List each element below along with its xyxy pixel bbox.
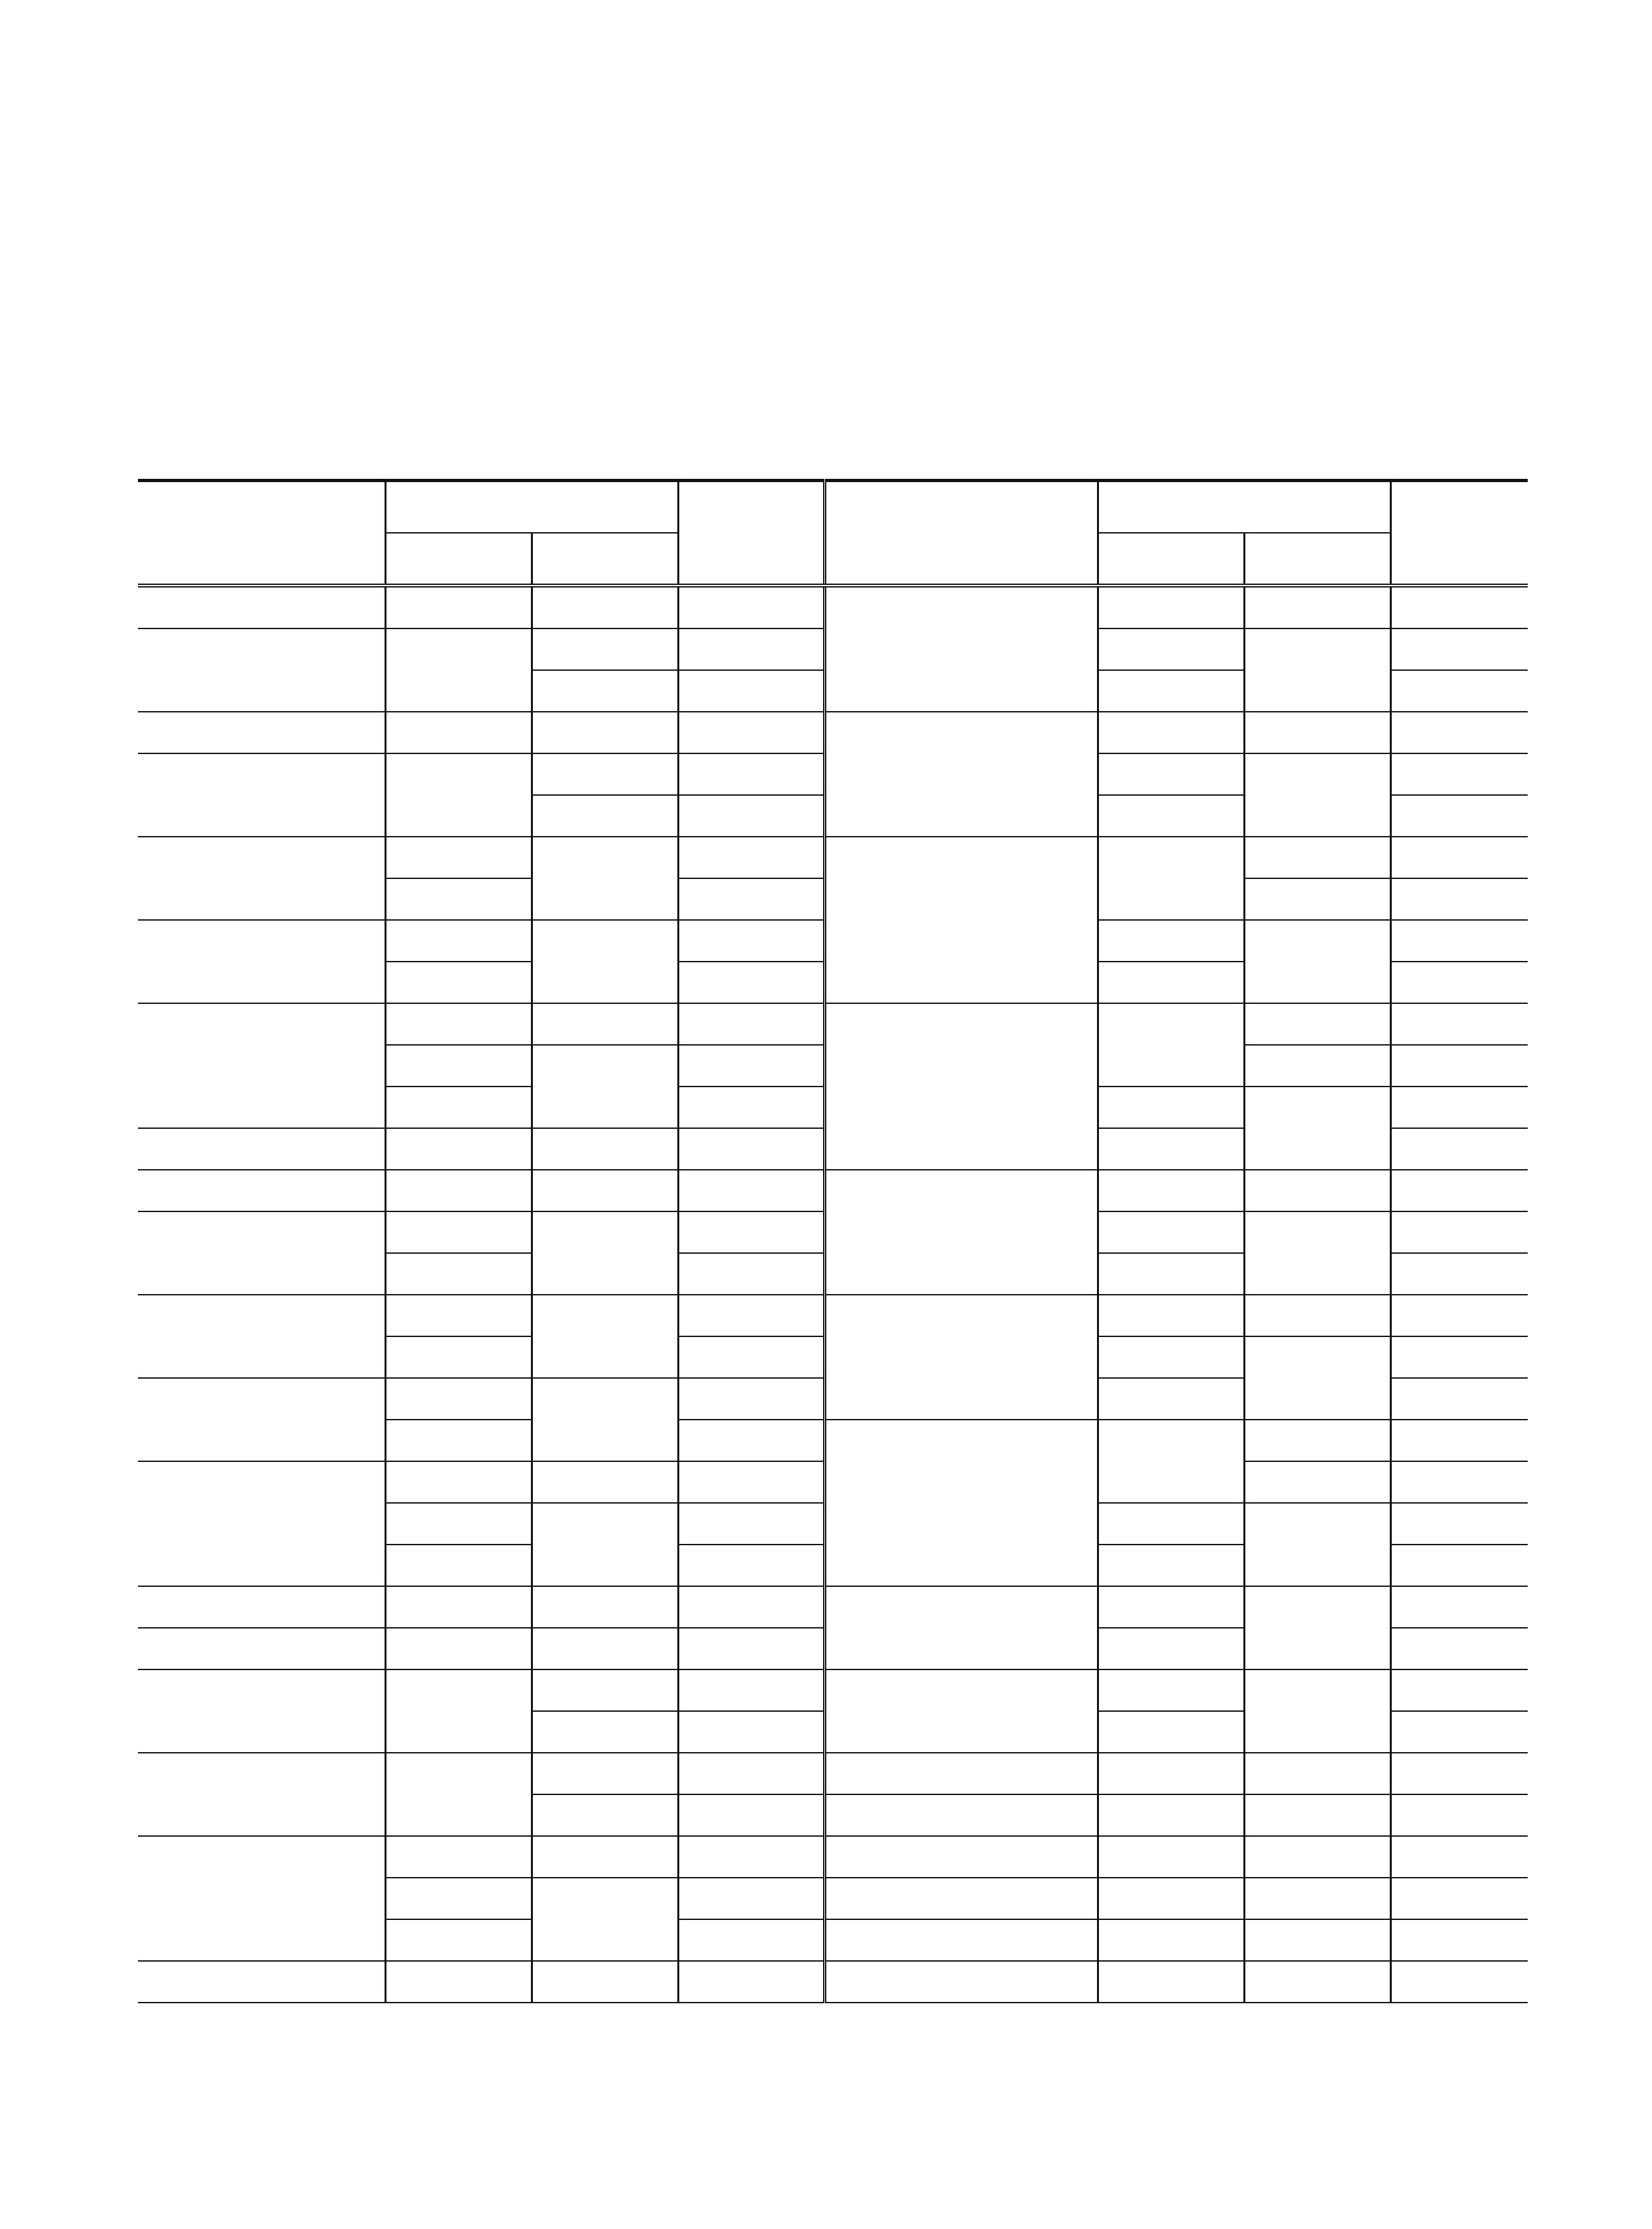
width-cell (532, 628, 678, 670)
qty-cell (678, 1420, 824, 1461)
width-cell (532, 1045, 678, 1128)
table-row (138, 1003, 1528, 1045)
height-cell (1098, 1087, 1244, 1128)
width-cell (1244, 1003, 1390, 1045)
mark-cell (824, 712, 1098, 837)
height-cell (385, 1836, 532, 1878)
table-row (138, 1295, 1528, 1336)
mark-cell (138, 1753, 385, 1836)
mark-cell (824, 1170, 1098, 1295)
qty-cell (1390, 1628, 1528, 1669)
qty-cell (678, 1336, 824, 1378)
qty-cell (1390, 1087, 1528, 1128)
qty-cell (1390, 586, 1528, 628)
height-cell (1098, 753, 1244, 795)
qty-cell (678, 670, 824, 712)
width-cell (1244, 1420, 1390, 1461)
qty-cell (678, 837, 824, 878)
height-cell (385, 586, 532, 628)
qty-cell (678, 1045, 824, 1087)
height-cell (385, 1628, 532, 1669)
width-cell (532, 1669, 678, 1711)
qty-cell (678, 1961, 824, 2003)
width-cell (1244, 1919, 1390, 1961)
height-cell (1098, 1003, 1244, 1087)
mark-cell (824, 1003, 1098, 1170)
height-cell (385, 962, 532, 1003)
qty-cell (678, 962, 824, 1003)
height-cell (1098, 1336, 1244, 1378)
qty-cell (678, 1211, 824, 1253)
qty-cell (678, 1253, 824, 1295)
height-cell (1098, 1545, 1244, 1586)
width-cell (532, 1211, 678, 1295)
qty-cell (678, 1919, 824, 1961)
qty-cell (1390, 1586, 1528, 1628)
mark-cell (824, 586, 1098, 712)
width-cell (1244, 1586, 1390, 1669)
qty-cell (678, 1128, 824, 1170)
qty-cell (678, 795, 824, 837)
qty-cell (1390, 1045, 1528, 1087)
table-row (138, 586, 1528, 628)
mark-cell (138, 753, 385, 837)
height-cell (385, 837, 532, 878)
width-cell (532, 920, 678, 1003)
width-cell (1244, 628, 1390, 712)
width-cell (1244, 1336, 1390, 1420)
mark-cell (138, 1628, 385, 1669)
height-cell (385, 1378, 532, 1420)
mark-cell (138, 1586, 385, 1628)
height-cell (385, 1045, 532, 1087)
height-cell (385, 1961, 532, 2003)
height-cell (385, 1253, 532, 1295)
col-qty-right (1390, 481, 1528, 586)
height-cell (385, 1669, 532, 1753)
height-cell (385, 628, 532, 712)
mark-cell (824, 1295, 1098, 1420)
width-cell (1244, 586, 1390, 628)
qty-cell (1390, 1420, 1528, 1461)
qty-cell (678, 1711, 824, 1753)
width-cell (1244, 1170, 1390, 1211)
qty-cell (678, 1753, 824, 1794)
qty-cell (1390, 1211, 1528, 1253)
height-cell (385, 1545, 532, 1586)
width-cell (1244, 1669, 1390, 1753)
mark-cell (824, 1794, 1098, 1836)
qty-cell (1390, 1461, 1528, 1503)
col-mark-right (824, 481, 1098, 586)
height-cell (1098, 1836, 1244, 1878)
col-width-right (1244, 533, 1390, 586)
width-cell (1244, 1461, 1390, 1503)
col-sizes-left (385, 481, 678, 534)
qty-cell (678, 1003, 824, 1045)
width-cell (532, 712, 678, 753)
qty-cell (1390, 1295, 1528, 1336)
qty-cell (678, 1295, 824, 1336)
qty-cell (678, 628, 824, 670)
qty-cell (1390, 1336, 1528, 1378)
mark-cell (824, 1878, 1098, 1919)
mark-cell (138, 1211, 385, 1295)
qty-cell (1390, 1378, 1528, 1420)
qty-cell (1390, 1711, 1528, 1753)
qty-cell (1390, 1794, 1528, 1836)
mark-cell (138, 1461, 385, 1586)
width-cell (532, 1628, 678, 1669)
qty-cell (1390, 1253, 1528, 1295)
width-cell (1244, 1836, 1390, 1878)
qty-cell (678, 1170, 824, 1211)
width-cell (1244, 1503, 1390, 1586)
width-cell (1244, 1211, 1390, 1295)
height-cell (385, 1295, 532, 1336)
width-cell (1244, 1087, 1390, 1170)
qty-cell (1390, 1003, 1528, 1045)
mark-cell (138, 920, 385, 1003)
height-cell (1098, 1628, 1244, 1669)
width-cell (532, 1586, 678, 1628)
height-cell (1098, 670, 1244, 712)
width-cell (1244, 878, 1390, 920)
height-cell (1098, 1128, 1244, 1170)
height-cell (1098, 1794, 1244, 1836)
height-cell (1098, 920, 1244, 962)
height-cell (1098, 1919, 1244, 1961)
table-row (138, 837, 1528, 878)
qty-cell (678, 1878, 824, 1919)
mark-cell (824, 1836, 1098, 1878)
table-row (138, 712, 1528, 753)
table-row (138, 1586, 1528, 1628)
width-cell (532, 1711, 678, 1753)
mark-cell (824, 1586, 1098, 1669)
mark-cell (824, 1753, 1098, 1794)
col-height-right (1098, 533, 1244, 586)
height-cell (385, 1919, 532, 1961)
height-cell (385, 1420, 532, 1461)
height-cell (1098, 586, 1244, 628)
height-cell (385, 1461, 532, 1503)
width-cell (1244, 1878, 1390, 1919)
width-cell (1244, 920, 1390, 1003)
width-cell (532, 837, 678, 920)
mark-cell (138, 1003, 385, 1128)
qty-cell (678, 1087, 824, 1128)
width-cell (1244, 1045, 1390, 1087)
col-width-left (532, 533, 678, 586)
qty-cell (678, 1378, 824, 1420)
qty-cell (678, 1461, 824, 1503)
height-cell (385, 1170, 532, 1211)
width-cell (532, 1003, 678, 1045)
qty-cell (1390, 1961, 1528, 2003)
qty-cell (678, 1628, 824, 1669)
height-cell (385, 1003, 532, 1045)
mark-cell (824, 1420, 1098, 1586)
height-cell (385, 753, 532, 837)
height-cell (385, 1128, 532, 1170)
table-head (138, 481, 1528, 586)
mark-cell (138, 1378, 385, 1461)
height-cell (385, 1211, 532, 1253)
mark-cell (138, 1961, 385, 2003)
width-cell (1244, 1295, 1390, 1336)
height-cell (1098, 1669, 1244, 1711)
height-cell (1098, 1503, 1244, 1545)
qty-cell (1390, 628, 1528, 670)
width-cell (532, 753, 678, 795)
mark-cell (824, 837, 1098, 1003)
table-row (138, 1753, 1528, 1794)
qty-cell (1390, 712, 1528, 753)
height-cell (385, 1503, 532, 1545)
mark-cell (138, 712, 385, 753)
height-cell (385, 712, 532, 753)
qty-cell (1390, 1836, 1528, 1878)
qty-cell (678, 878, 824, 920)
qty-cell (678, 586, 824, 628)
table-row (138, 1669, 1528, 1711)
height-cell (1098, 1420, 1244, 1503)
height-cell (1098, 962, 1244, 1003)
qty-cell (678, 1586, 824, 1628)
qty-cell (1390, 1669, 1528, 1711)
width-cell (532, 1878, 678, 1961)
width-cell (1244, 1753, 1390, 1794)
height-cell (1098, 1711, 1244, 1753)
qty-cell (1390, 1128, 1528, 1170)
height-cell (1098, 795, 1244, 837)
width-cell (532, 1961, 678, 2003)
height-cell (385, 878, 532, 920)
width-cell (532, 795, 678, 837)
qty-cell (1390, 962, 1528, 1003)
height-cell (1098, 712, 1244, 753)
width-cell (1244, 837, 1390, 878)
table-body (138, 586, 1528, 2003)
qty-cell (678, 712, 824, 753)
qty-cell (1390, 753, 1528, 795)
mark-cell (138, 1836, 385, 1961)
height-cell (385, 1753, 532, 1836)
height-cell (1098, 1961, 1244, 2003)
height-cell (385, 920, 532, 962)
qty-cell (1390, 1878, 1528, 1919)
qty-cell (678, 753, 824, 795)
width-cell (1244, 712, 1390, 753)
height-cell (385, 1878, 532, 1919)
col-mark-left (138, 481, 385, 586)
width-cell (532, 1753, 678, 1794)
width-cell (1244, 1961, 1390, 2003)
qty-cell (1390, 1545, 1528, 1586)
mark-cell (138, 1295, 385, 1378)
width-cell (532, 1503, 678, 1586)
height-cell (1098, 1170, 1244, 1211)
qty-cell (1390, 1753, 1528, 1794)
height-cell (1098, 1295, 1244, 1336)
width-cell (1244, 753, 1390, 837)
qty-cell (1390, 1919, 1528, 1961)
height-cell (385, 1586, 532, 1628)
mark-cell (138, 1128, 385, 1170)
mark-cell (138, 628, 385, 712)
qty-cell (1390, 837, 1528, 878)
height-cell (1098, 837, 1244, 920)
qty-cell (1390, 1503, 1528, 1545)
col-qty-left (678, 481, 824, 586)
mark-cell (138, 1669, 385, 1753)
col-height-left (385, 533, 532, 586)
mark-cell (824, 1669, 1098, 1753)
table-row (138, 1961, 1528, 2003)
width-cell (532, 1170, 678, 1211)
width-cell (532, 1295, 678, 1378)
qty-cell (678, 920, 824, 962)
width-cell (532, 1378, 678, 1461)
mark-cell (138, 837, 385, 920)
height-cell (1098, 1378, 1244, 1420)
height-cell (1098, 1586, 1244, 1628)
width-cell (532, 1794, 678, 1836)
height-cell (1098, 1211, 1244, 1253)
height-cell (1098, 628, 1244, 670)
width-cell (532, 586, 678, 628)
qty-cell (1390, 670, 1528, 712)
qty-cell (678, 1669, 824, 1711)
height-cell (385, 1336, 532, 1378)
mark-cell (824, 1919, 1098, 1961)
width-cell (532, 670, 678, 712)
mark-cell (824, 1961, 1098, 2003)
mark-cell (138, 586, 385, 628)
qty-cell (1390, 1170, 1528, 1211)
qty-cell (678, 1545, 824, 1586)
qty-cell (678, 1503, 824, 1545)
height-cell (1098, 1253, 1244, 1295)
qty-cell (1390, 920, 1528, 962)
table-row (138, 1836, 1528, 1878)
mark-cell (138, 1170, 385, 1211)
qty-cell (678, 1794, 824, 1836)
height-cell (385, 1087, 532, 1128)
height-cell (1098, 1878, 1244, 1919)
width-cell (532, 1461, 678, 1503)
width-cell (532, 1836, 678, 1878)
table-row (138, 1170, 1528, 1211)
height-cell (1098, 1753, 1244, 1794)
col-sizes-right (1098, 481, 1390, 534)
qty-cell (1390, 878, 1528, 920)
width-cell (1244, 1794, 1390, 1836)
width-cell (532, 1128, 678, 1170)
spec-table (138, 479, 1528, 2003)
qty-cell (1390, 795, 1528, 837)
qty-cell (678, 1836, 824, 1878)
